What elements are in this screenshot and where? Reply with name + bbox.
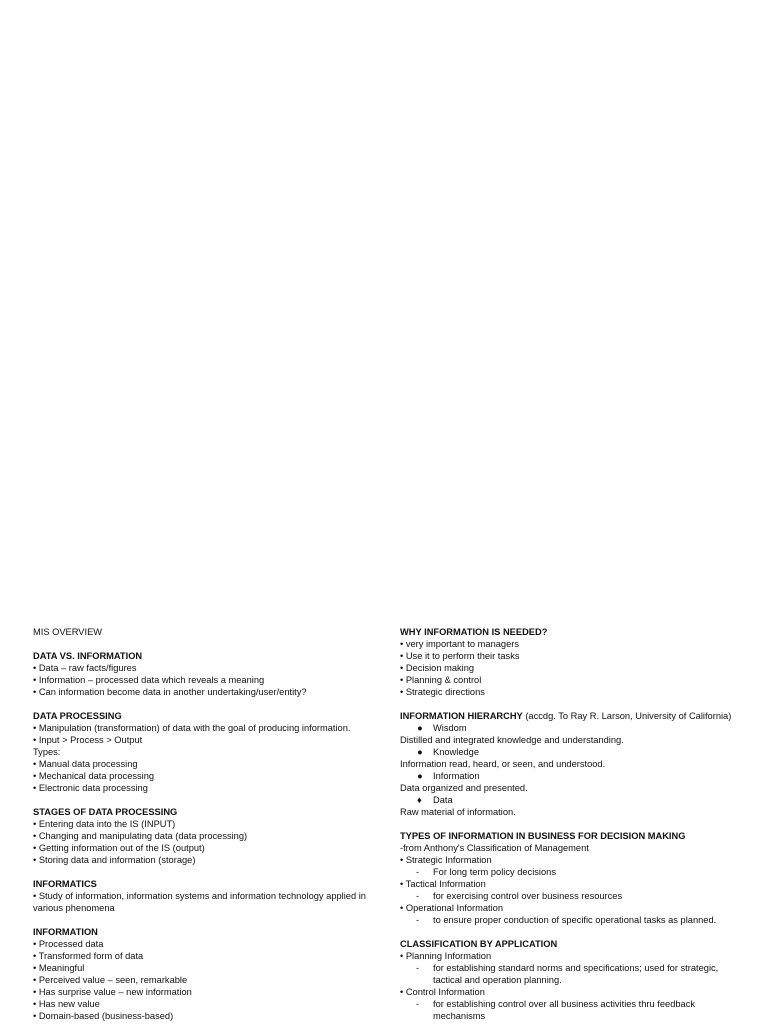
sub-item [400, 890, 745, 902]
hierarchy-description: Data organized and presented. [400, 783, 528, 793]
list-item: • Operational Information [400, 903, 503, 913]
list-item: • very important to managers [400, 639, 519, 649]
sub-item [400, 998, 745, 1022]
section-heading-why-information: WHY INFORMATION IS NEEDED? [400, 627, 548, 637]
hierarchy-description: Information read, heard, or seen, and understood. [400, 759, 606, 769]
section-heading-data-vs-information: DATA VS. INFORMATION [33, 651, 143, 661]
list-item: • Getting information out of the IS (output) [33, 843, 205, 853]
section-heading-informatics: INFORMATICS [33, 879, 97, 889]
bullet-icon: ● [417, 747, 423, 757]
bullet-icon: ● [417, 771, 423, 781]
dash-icon: - [416, 867, 420, 877]
list-item: • Has new value [33, 999, 100, 1009]
list-item: • Electronic data processing [33, 783, 148, 793]
hierarchy-level-label: Information [433, 771, 480, 781]
section-heading-hierarchy [400, 710, 745, 722]
list-item: • Domain-based (business-based) [33, 1011, 174, 1021]
section-heading-stages: STAGES OF DATA PROCESSING [33, 807, 178, 817]
document-title: MIS OVERVIEW [33, 627, 103, 637]
hierarchy-level [400, 746, 745, 758]
list-item: • Planning Information [400, 951, 492, 961]
section-heading-data-processing: DATA PROCESSING [33, 711, 122, 721]
list-item: • Decision making [400, 663, 475, 673]
hierarchy-heading-bold: INFORMATION HIERARCHY [400, 711, 523, 721]
list-item: • Study of information, information systems and information technology applied in various phenomena [33, 891, 366, 913]
hierarchy-level-label: Wisdom [433, 723, 467, 733]
list-item: • Transformed form of data [33, 951, 144, 961]
list-item: • Entering data into the IS (INPUT) [33, 819, 176, 829]
hierarchy-level-label: Knowledge [433, 747, 480, 757]
hierarchy-level [400, 794, 745, 806]
list-item: • Input > Process > Output [33, 735, 143, 745]
sub-item-text: for exercising control over business resources [433, 891, 623, 901]
list-item: • Can information become data in another undertaking/user/entity? [33, 687, 307, 697]
section-heading-classification: CLASSIFICATION BY APPLICATION [400, 939, 558, 949]
section-heading-information: INFORMATION [33, 927, 98, 937]
list-item: Types: [33, 747, 61, 757]
sub-item [400, 866, 745, 878]
list-item: • Meaningful [33, 963, 85, 973]
sub-item-text: to ensure proper conduction of specific operational tasks as planned. [433, 915, 717, 925]
sub-item-text: For long term policy decisions [433, 867, 556, 877]
dash-icon: - [416, 891, 420, 901]
right-column [400, 626, 745, 1022]
list-item: • Planning & control [400, 675, 482, 685]
list-item: • Mechanical data processing [33, 771, 155, 781]
dash-icon: - [416, 999, 420, 1009]
hierarchy-description: Raw material of information. [400, 807, 516, 817]
list-item: • Information – processed data which reveals a meaning [33, 675, 265, 685]
hierarchy-level [400, 722, 745, 734]
sub-item [400, 962, 745, 986]
list-item: • Has surprise value – new information [33, 987, 192, 997]
hierarchy-description: Distilled and integrated knowledge and understanding. [400, 735, 624, 745]
list-item: • Strategic Information [400, 855, 492, 865]
list-item: • Perceived value – seen, remarkable [33, 975, 188, 985]
sub-item-text: for establishing standard norms and specifications; used for strategic, tactical and operation planning. [433, 963, 719, 985]
section-heading-types: TYPES OF INFORMATION IN BUSINESS FOR DECISION MAKING [400, 831, 686, 841]
diamond-bullet-icon: ♦ [417, 795, 422, 805]
list-item: • Processed data [33, 939, 104, 949]
list-item: • Use it to perform their tasks [400, 651, 520, 661]
list-item: • Strategic directions [400, 687, 485, 697]
dash-icon: - [416, 963, 420, 973]
hierarchy-heading-note: (accdg. To Ray R. Larson, University of California) [522, 711, 732, 721]
sub-item-text: for establishing control over all business activities thru feedback mechanisms [433, 999, 695, 1021]
list-item: • Manipulation (transformation) of data with the goal of producing information. [33, 723, 351, 733]
list-item: • Storing data and information (storage) [33, 855, 196, 865]
list-item: • Control Information [400, 987, 485, 997]
sub-item [400, 914, 745, 926]
source-note: -from Anthony's Classification of Management [400, 843, 589, 853]
list-item: • Tactical Information [400, 879, 486, 889]
list-item: • Manual data processing [33, 759, 138, 769]
hierarchy-level-label: Data [433, 795, 453, 805]
left-column [33, 626, 378, 1022]
list-item: • Changing and manipulating data (data processing) [33, 831, 248, 841]
hierarchy-level [400, 770, 745, 782]
bullet-icon: ● [417, 723, 423, 733]
list-item: • Data – raw facts/figures [33, 663, 137, 673]
dash-icon: - [416, 915, 420, 925]
